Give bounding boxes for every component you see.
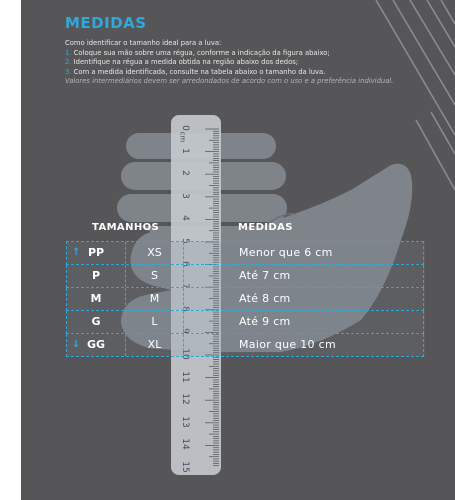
- instructions: [65, 39, 455, 87]
- table-header: [66, 217, 424, 241]
- measure-cell: Até 9 cm: [239, 315, 291, 328]
- ruler-number: 6: [180, 260, 190, 267]
- page-title: MEDIDAS: [65, 14, 147, 32]
- instructions-intro: Como identificar o tamanho ideal para a luva:: [65, 39, 222, 47]
- ruler-unit: cm: [178, 131, 187, 143]
- ruler-number: 10: [180, 348, 190, 360]
- size-br: PP: [87, 246, 105, 259]
- size-br-cell: [67, 288, 126, 310]
- ruler-number: 11: [180, 370, 190, 383]
- measure-cell: Menor que 6 cm: [239, 246, 333, 259]
- ruler-number: 13: [180, 416, 190, 428]
- ruler-number: 4: [180, 215, 190, 222]
- size-arrow-icon: ↑: [72, 247, 81, 258]
- table-row: [66, 334, 424, 357]
- measure-cell: Maior que 10 cm: [239, 338, 337, 351]
- size-br: M: [90, 292, 102, 305]
- size-br: G: [91, 315, 101, 328]
- size-br: GG: [86, 338, 106, 351]
- size-int-cell: S: [126, 265, 184, 287]
- header-sizes: TAMANHOS: [92, 222, 160, 233]
- ruler-number: 0: [180, 125, 190, 131]
- instruction-step-2: 2. Identifique na régua a medida obtida na região abaixo dos dedos;: [65, 58, 299, 66]
- size-int-cell: XL: [126, 334, 184, 356]
- size-guide-panel: [21, 0, 455, 500]
- ruler-number: 14: [180, 438, 190, 451]
- ruler-number: 8: [180, 305, 190, 312]
- instruction-step-1: 1. Coloque sua mão sobre uma régua, conforme a indicação da figura abaixo;: [65, 48, 330, 57]
- instruction-step-3: 3. Com a medida identificada, consulte na tabela abaixo o tamanho da luva.: [65, 67, 326, 76]
- size-br-cell: [67, 242, 126, 264]
- size-br-cell: [67, 334, 126, 356]
- measure-cell: Até 7 cm: [239, 269, 291, 282]
- ruler-number: 2: [180, 170, 190, 177]
- size-int-cell: M: [126, 288, 184, 310]
- ruler-number: 3: [180, 192, 190, 199]
- size-arrow-icon: ↓: [72, 339, 81, 350]
- ruler-number: 7: [180, 283, 190, 290]
- ruler-number: 1: [180, 147, 190, 154]
- size-int-cell: L: [126, 311, 184, 333]
- table-row: [66, 241, 424, 265]
- table-row: [66, 311, 424, 334]
- ruler-number: 15: [180, 461, 190, 473]
- table-row: [66, 288, 424, 311]
- size-br-cell: [67, 311, 126, 333]
- ruler-number: 5: [180, 238, 190, 244]
- size-table: [66, 217, 424, 357]
- size-br-cell: [67, 265, 126, 287]
- measure-cell: Até 8 cm: [239, 292, 291, 305]
- ruler-number: 9: [180, 328, 190, 335]
- instructions-note: Valores intermediários devem ser arredondados de acordo com o uso e a preferência individual.: [65, 77, 394, 85]
- size-int-cell: XS: [126, 242, 184, 264]
- ruler-number: 12: [180, 393, 190, 405]
- header-measures: MEDIDAS: [238, 222, 293, 233]
- size-br: P: [91, 269, 101, 282]
- table-row: [66, 265, 424, 288]
